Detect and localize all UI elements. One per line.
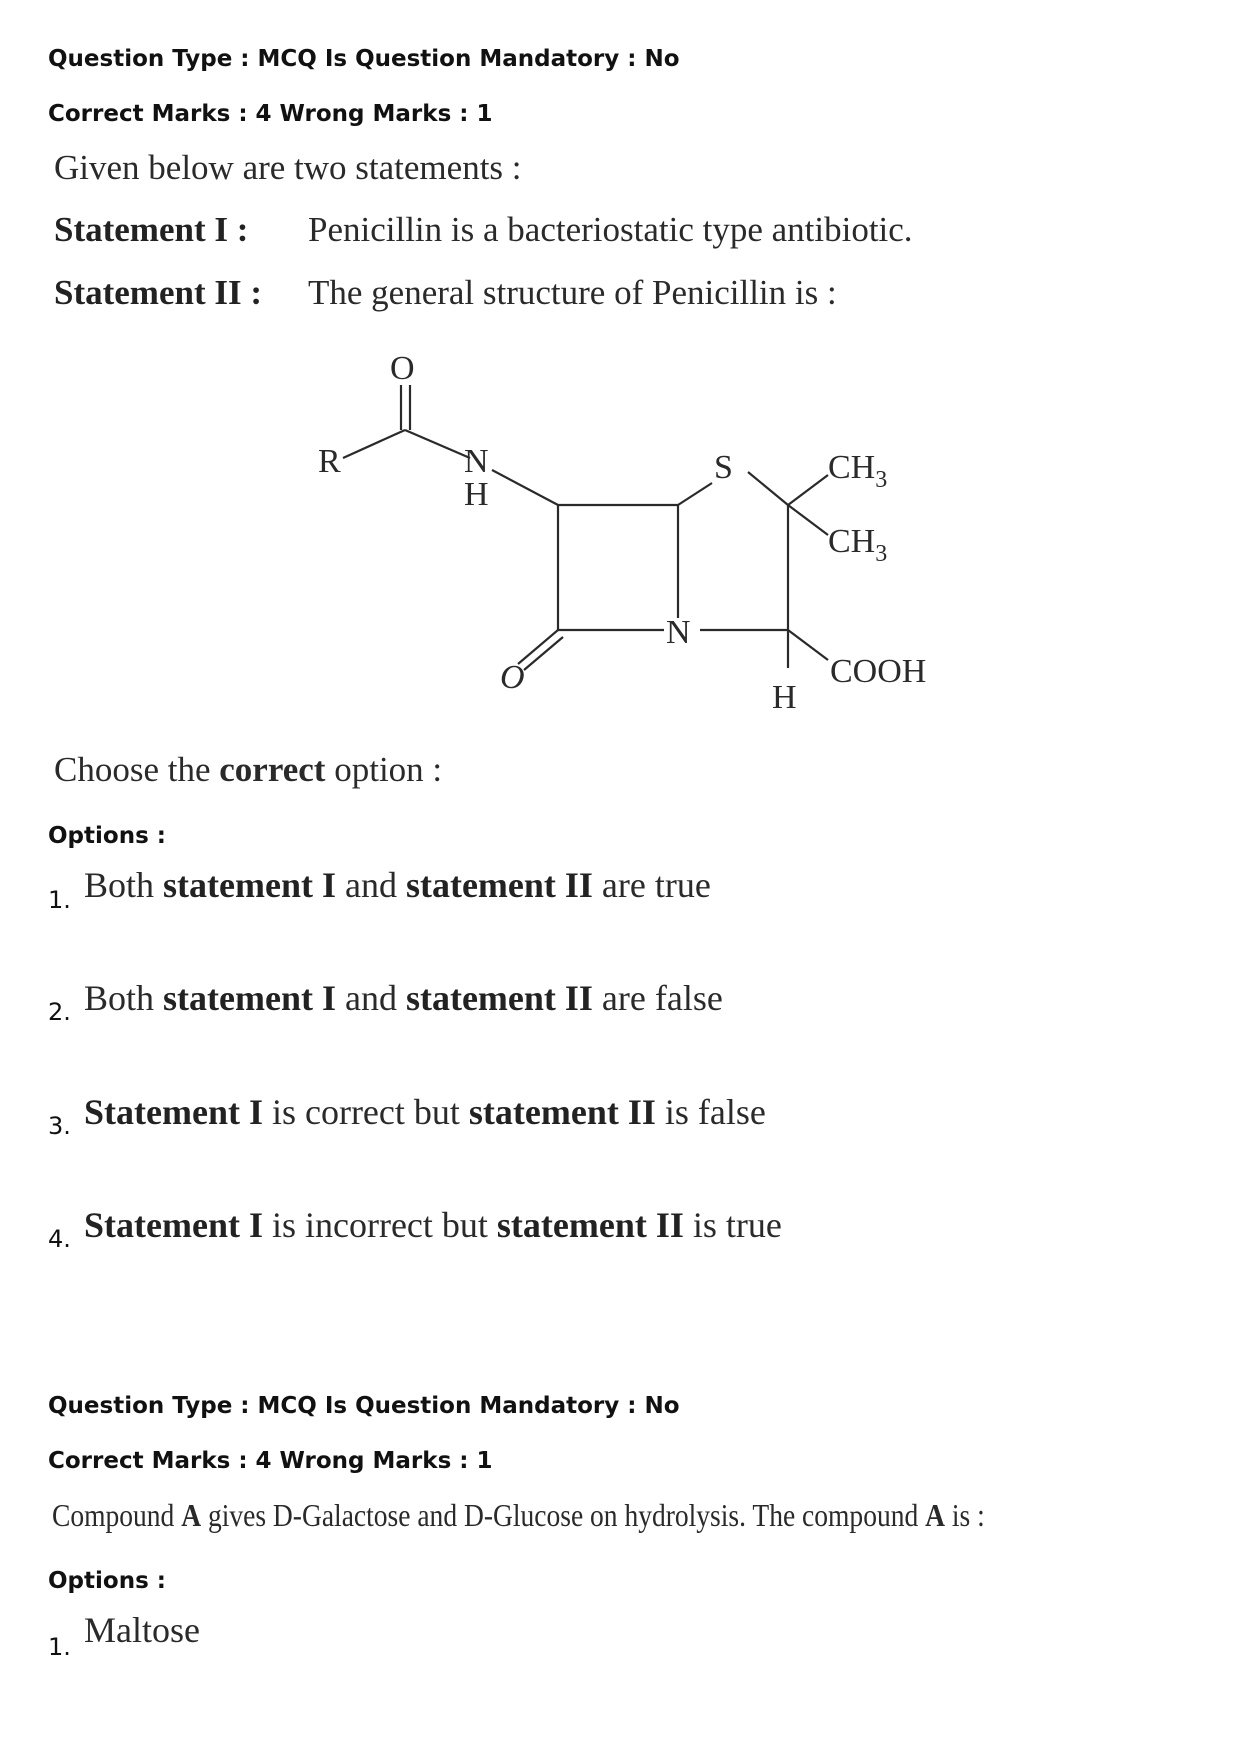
statement-2-label: Statement II :	[54, 273, 263, 312]
question-2-text: Compound A gives D-Galactose and D-Glucose on hydrolysis. The compound A is :	[52, 1497, 985, 1533]
option-4-number: 4.	[48, 1225, 71, 1253]
atom-r: R	[318, 443, 341, 480]
atom-n-ring: N	[666, 614, 691, 651]
methyl-1: $CH_3$	[828, 449, 888, 493]
question-2-marks-line: Correct Marks : 4 Wrong Marks : 1	[48, 1448, 493, 1474]
atom-n-amide: N	[464, 443, 489, 480]
methyl-2: $CH_3$	[828, 523, 888, 567]
question-type-line: Question Type : MCQ Is Question Mandatory : No	[48, 46, 680, 72]
carboxyl-group: COOH	[830, 653, 927, 690]
penicillin-structure	[300, 340, 960, 720]
option-2-number: 2.	[48, 998, 71, 1026]
atom-h-bottom: H	[772, 679, 797, 716]
option-4-text[interactable]: Statement I is incorrect but statement II is true	[84, 1205, 782, 1245]
option-3-text[interactable]: Statement I is correct but statement II is false	[84, 1092, 766, 1132]
question-2-type-line: Question Type : MCQ Is Question Mandatory : No	[48, 1393, 680, 1419]
option-1-number: 1.	[48, 886, 71, 914]
marks-line: Correct Marks : 4 Wrong Marks : 1	[48, 101, 493, 127]
atom-s: S	[714, 449, 733, 486]
question-intro: Given below are two statements :	[54, 148, 522, 187]
question-2-option-1-number: 1.	[48, 1633, 71, 1661]
atom-o-top: O	[390, 350, 415, 387]
question-2-option-1-text[interactable]: Maltose	[84, 1610, 200, 1650]
question-2-options-label: Options :	[48, 1568, 166, 1594]
statement-1-text: Penicillin is a bacteriostatic type antibiotic.	[308, 210, 913, 249]
atom-o-bottom: O	[500, 659, 525, 696]
options-label: Options :	[48, 823, 166, 849]
atom-h-amide: H	[464, 476, 489, 513]
option-3-number: 3.	[48, 1112, 71, 1140]
option-2-text[interactable]: Both statement I and statement II are false	[84, 978, 723, 1018]
statement-1-label: Statement I :	[54, 210, 249, 249]
statement-2-text: The general structure of Penicillin is :	[308, 273, 837, 312]
choose-instruction: Choose the correct option :	[54, 750, 443, 789]
option-1-text[interactable]: Both statement I and statement II are true	[84, 865, 711, 905]
